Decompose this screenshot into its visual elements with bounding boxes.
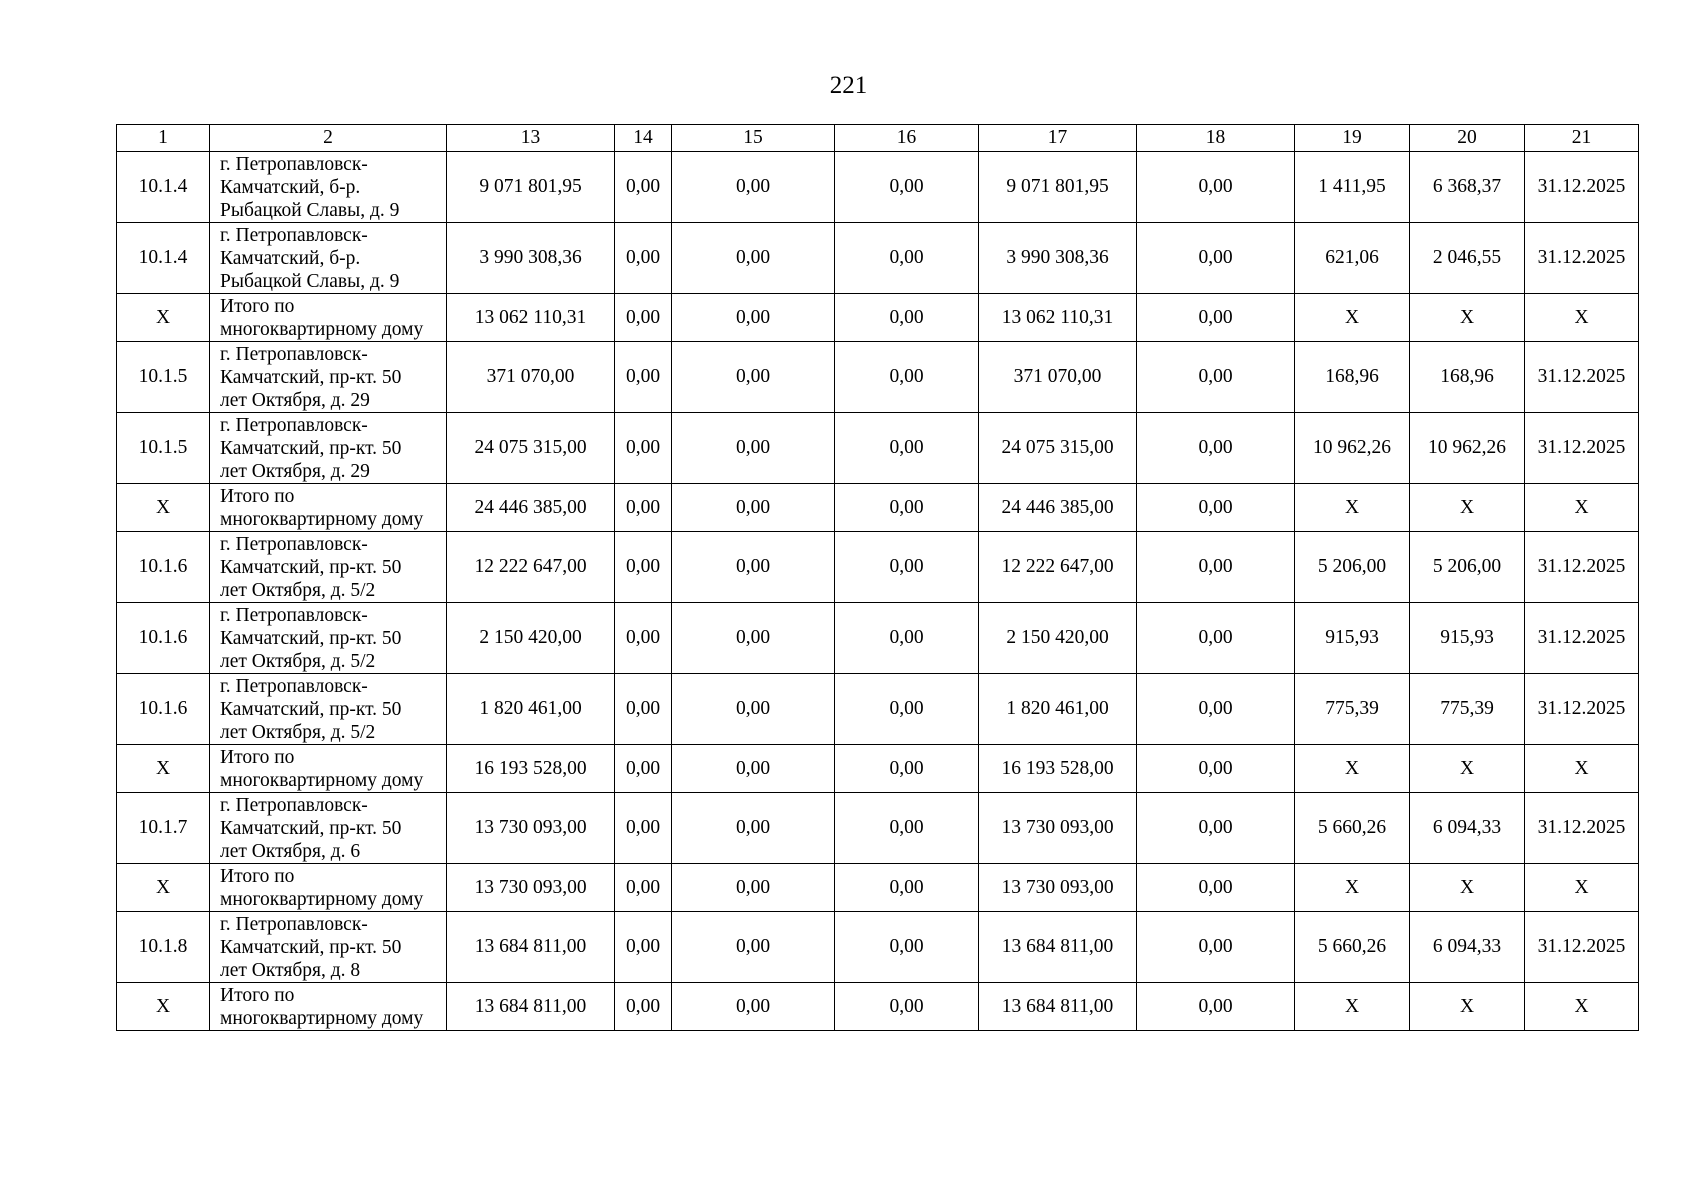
table-cell: 31.12.2025 [1525,413,1639,484]
table-cell: 1 820 461,00 [979,674,1137,745]
table-cell: 0,00 [835,912,979,983]
table-cell: X [1525,864,1639,912]
table-cell: 6 094,33 [1410,793,1525,864]
table-cell: 0,00 [615,223,672,294]
table-cell: 0,00 [615,294,672,342]
table-cell: 24 446 385,00 [979,484,1137,532]
table-cell: 0,00 [1137,342,1295,413]
table-cell: 13 730 093,00 [447,864,615,912]
table-cell: 915,93 [1295,603,1410,674]
address-cell: г. Петропавловск- Камчатский, пр-кт. 50 лет Октября, д. 5/2 [210,532,447,603]
table-cell: 0,00 [672,294,835,342]
table-cell: 16 193 528,00 [447,745,615,793]
table-cell: 371 070,00 [447,342,615,413]
table-row [117,912,1639,983]
address-cell: г. Петропавловск- Камчатский, б-р. Рыбацкой Славы, д. 9 [210,152,447,223]
table-cell: 2 150 420,00 [447,603,615,674]
data-table [116,124,1639,1031]
table-cell: X [117,864,210,912]
table-cell: X [1295,983,1410,1031]
table-cell: 0,00 [672,912,835,983]
table-cell: X [117,484,210,532]
table-cell: 13 730 093,00 [979,864,1137,912]
table-cell: 10.1.6 [117,674,210,745]
table-cell: 0,00 [1137,294,1295,342]
table-cell: 0,00 [672,532,835,603]
total-row [117,484,1639,532]
table-cell: 0,00 [615,484,672,532]
address-cell: Итого по многоквартирному дому [210,864,447,912]
table-cell: 24 446 385,00 [447,484,615,532]
table-cell: 0,00 [615,413,672,484]
table-cell: 0,00 [835,864,979,912]
table-cell: 0,00 [1137,983,1295,1031]
table-cell: 0,00 [1137,223,1295,294]
column-header: 15 [672,125,835,152]
column-header: 1 [117,125,210,152]
table-cell: 0,00 [672,793,835,864]
table-cell: X [1410,983,1525,1031]
table-cell: 9 071 801,95 [979,152,1137,223]
table-cell: 775,39 [1295,674,1410,745]
column-header: 18 [1137,125,1295,152]
table-cell: 13 684 811,00 [979,983,1137,1031]
table-cell: 5 206,00 [1410,532,1525,603]
column-header: 13 [447,125,615,152]
table-cell: 0,00 [1137,912,1295,983]
table-cell: 0,00 [672,603,835,674]
table-cell: 13 730 093,00 [979,793,1137,864]
table-cell: 0,00 [615,745,672,793]
table-cell: 1 411,95 [1295,152,1410,223]
table-cell: 10.1.7 [117,793,210,864]
table-cell: 13 684 811,00 [979,912,1137,983]
table-cell: X [1525,294,1639,342]
table-cell: 31.12.2025 [1525,223,1639,294]
table-row [117,532,1639,603]
column-header: 17 [979,125,1137,152]
table-cell: 0,00 [835,413,979,484]
column-header: 14 [615,125,672,152]
table-cell: 168,96 [1410,342,1525,413]
table-cell: 2 046,55 [1410,223,1525,294]
address-cell: Итого по многоквартирному дому [210,484,447,532]
table-cell: 915,93 [1410,603,1525,674]
table-cell: 0,00 [615,342,672,413]
total-row [117,864,1639,912]
column-header: 20 [1410,125,1525,152]
table-cell: 12 222 647,00 [447,532,615,603]
table-cell: 0,00 [672,413,835,484]
table-cell: 775,39 [1410,674,1525,745]
table-cell: 0,00 [615,864,672,912]
table-cell: 10 962,26 [1410,413,1525,484]
table-cell: 31.12.2025 [1525,342,1639,413]
table-cell: 10.1.5 [117,342,210,413]
total-row [117,294,1639,342]
table-row [117,223,1639,294]
column-header-row [117,125,1639,152]
table-cell: 31.12.2025 [1525,532,1639,603]
table-cell: 2 150 420,00 [979,603,1137,674]
table-row [117,603,1639,674]
address-cell: г. Петропавловск- Камчатский, пр-кт. 50 лет Октября, д. 29 [210,413,447,484]
table-cell: 24 075 315,00 [447,413,615,484]
table-cell: 0,00 [1137,484,1295,532]
table-cell: 0,00 [1137,532,1295,603]
table-cell: 0,00 [615,152,672,223]
table-cell: 5 660,26 [1295,912,1410,983]
total-row [117,745,1639,793]
table-cell: 3 990 308,36 [979,223,1137,294]
table-cell: 0,00 [672,152,835,223]
table-cell: X [1410,745,1525,793]
address-cell: г. Петропавловск- Камчатский, пр-кт. 50 лет Октября, д. 5/2 [210,674,447,745]
table-cell: 12 222 647,00 [979,532,1137,603]
table-cell: X [1525,983,1639,1031]
table-cell: 16 193 528,00 [979,745,1137,793]
table-cell: 6 368,37 [1410,152,1525,223]
address-cell: Итого по многоквартирному дому [210,983,447,1031]
column-header: 21 [1525,125,1639,152]
table-cell: 168,96 [1295,342,1410,413]
table-cell: 0,00 [1137,674,1295,745]
table-cell: 0,00 [1137,793,1295,864]
table-cell: 0,00 [835,294,979,342]
table-row [117,793,1639,864]
table-cell: 13 684 811,00 [447,912,615,983]
table-cell: 3 990 308,36 [447,223,615,294]
table-cell: 13 684 811,00 [447,983,615,1031]
column-header: 19 [1295,125,1410,152]
table-cell: 13 062 110,31 [447,294,615,342]
table-body [117,152,1639,1031]
table-cell: 0,00 [615,983,672,1031]
table-cell: 31.12.2025 [1525,793,1639,864]
table-cell: 0,00 [835,983,979,1031]
table-cell: 0,00 [672,484,835,532]
table-cell: 24 075 315,00 [979,413,1137,484]
table-cell: 0,00 [672,864,835,912]
table-cell: X [117,294,210,342]
table-cell: 10 962,26 [1295,413,1410,484]
table-cell: 0,00 [835,793,979,864]
table-cell: 0,00 [835,745,979,793]
table-cell: X [1410,864,1525,912]
table-cell: X [1295,484,1410,532]
table-cell: 0,00 [835,484,979,532]
table-cell: X [1525,745,1639,793]
table-cell: 0,00 [672,674,835,745]
table-cell: 10.1.4 [117,223,210,294]
address-cell: Итого по многоквартирному дому [210,294,447,342]
table-cell: 0,00 [672,342,835,413]
table-cell: X [1295,294,1410,342]
total-row [117,983,1639,1031]
table-cell: 0,00 [615,793,672,864]
table-cell: 0,00 [1137,413,1295,484]
table-cell: 5 660,26 [1295,793,1410,864]
table-cell: 0,00 [1137,603,1295,674]
table-cell: 0,00 [1137,152,1295,223]
table-cell: X [1295,864,1410,912]
table-cell: 0,00 [615,603,672,674]
table-cell: 10.1.8 [117,912,210,983]
table-cell: 0,00 [1137,745,1295,793]
table-cell: X [1295,745,1410,793]
table-cell: X [1525,484,1639,532]
table-cell: 13 730 093,00 [447,793,615,864]
table-cell: 13 062 110,31 [979,294,1137,342]
table-cell: X [117,983,210,1031]
table-cell: 31.12.2025 [1525,152,1639,223]
address-cell: Итого по многоквартирному дому [210,745,447,793]
address-cell: г. Петропавловск- Камчатский, б-р. Рыбацкой Славы, д. 9 [210,223,447,294]
table-row [117,152,1639,223]
column-header: 16 [835,125,979,152]
table-cell: 10.1.6 [117,603,210,674]
table-row [117,413,1639,484]
table-cell: 0,00 [672,983,835,1031]
table-cell: 1 820 461,00 [447,674,615,745]
table-cell: 31.12.2025 [1525,674,1639,745]
table-cell: 371 070,00 [979,342,1137,413]
table-cell: 0,00 [672,745,835,793]
table-cell: 0,00 [835,674,979,745]
table-cell: X [1410,294,1525,342]
address-cell: г. Петропавловск- Камчатский, пр-кт. 50 лет Октября, д. 8 [210,912,447,983]
table-cell: 10.1.6 [117,532,210,603]
table-row [117,342,1639,413]
table-row [117,674,1639,745]
column-header: 2 [210,125,447,152]
address-cell: г. Петропавловск- Камчатский, пр-кт. 50 лет Октября, д. 29 [210,342,447,413]
table-cell: 0,00 [615,912,672,983]
table-cell: 0,00 [615,532,672,603]
table-cell: 0,00 [835,342,979,413]
table-cell: 0,00 [1137,864,1295,912]
table-cell: 31.12.2025 [1525,603,1639,674]
table-cell: 5 206,00 [1295,532,1410,603]
table-cell: X [117,745,210,793]
table-cell: 0,00 [672,223,835,294]
table-cell: 0,00 [835,532,979,603]
table-cell: 0,00 [835,152,979,223]
table-cell: 10.1.4 [117,152,210,223]
table-cell: 0,00 [615,674,672,745]
table-cell: 6 094,33 [1410,912,1525,983]
page-number: 221 [829,72,868,99]
table-cell: 0,00 [835,223,979,294]
table-cell: 31.12.2025 [1525,912,1639,983]
address-cell: г. Петропавловск- Камчатский, пр-кт. 50 лет Октября, д. 6 [210,793,447,864]
table-cell: 0,00 [835,603,979,674]
address-cell: г. Петропавловск- Камчатский, пр-кт. 50 лет Октября, д. 5/2 [210,603,447,674]
table-cell: 621,06 [1295,223,1410,294]
table-cell: X [1410,484,1525,532]
table-cell: 9 071 801,95 [447,152,615,223]
table-cell: 10.1.5 [117,413,210,484]
